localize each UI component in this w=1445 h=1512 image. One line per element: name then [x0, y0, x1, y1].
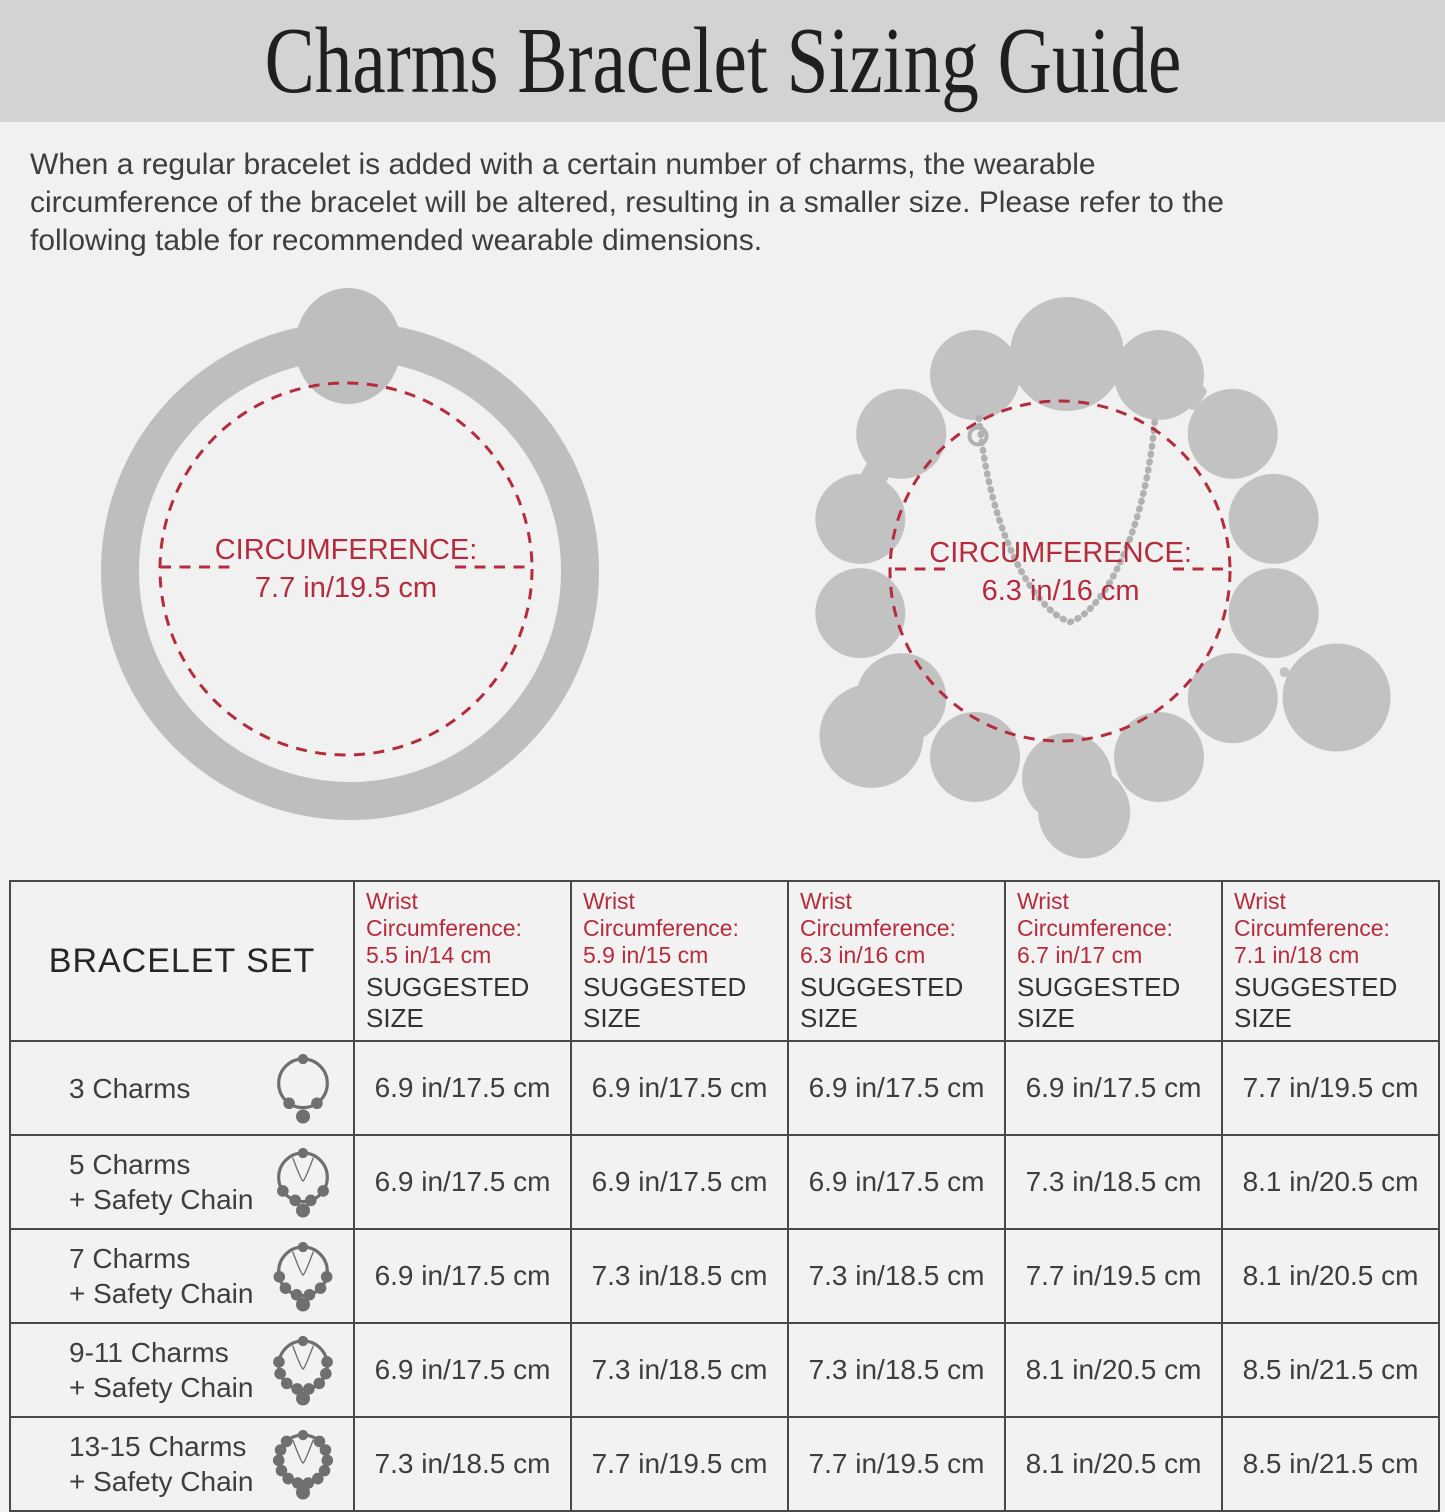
- charm-bracelet-circumference: [929, 534, 1192, 610]
- size-cell: 8.1 in/20.5 cm: [1222, 1229, 1439, 1323]
- table-row-5-charms: [10, 1135, 1439, 1229]
- table-header-row: [10, 881, 1439, 1041]
- col-header-1: [354, 881, 571, 1041]
- intro-text: [30, 146, 1415, 260]
- size-cell: 8.1 in/20.5 cm: [1222, 1135, 1439, 1229]
- title-banner: [0, 0, 1445, 122]
- size-cell: 6.9 in/17.5 cm: [354, 1229, 571, 1323]
- size-cell: 7.7 in/19.5 cm: [571, 1417, 788, 1511]
- size-cell: 6.9 in/17.5 cm: [571, 1135, 788, 1229]
- bracelet-set-cell: [10, 1323, 354, 1417]
- diagram-area: [0, 278, 1445, 863]
- bracelet-set-cell: [10, 1229, 354, 1323]
- size-cell: 7.3 in/18.5 cm: [354, 1417, 571, 1511]
- page-title: Charms Bracelet Sizing Guide: [264, 9, 1181, 113]
- size-cell: 8.5 in/21.5 cm: [1222, 1323, 1439, 1417]
- suggested-size-label: SUGGESTED SIZE: [1234, 972, 1398, 1033]
- wrist-label: Wrist Circumference:: [1017, 888, 1173, 941]
- size-cell: 7.3 in/18.5 cm: [1005, 1135, 1222, 1229]
- size-cell: 7.3 in/18.5 cm: [788, 1323, 1005, 1417]
- bracelet-5-charms-icon: [267, 1139, 339, 1225]
- sizing-table: [9, 880, 1440, 1512]
- table-row-7-charms: [10, 1229, 1439, 1323]
- circumference-value: 6.3 in/16 cm: [981, 574, 1140, 607]
- wrist-size: 6.7 in/17 cm: [1017, 942, 1143, 968]
- size-cell: 8.1 in/20.5 cm: [1005, 1417, 1222, 1511]
- size-cell: 6.9 in/17.5 cm: [354, 1135, 571, 1229]
- size-cell: 7.7 in/19.5 cm: [1222, 1041, 1439, 1135]
- bracelet-set-cell: [10, 1417, 354, 1511]
- wrist-label: Wrist Circumference:: [800, 888, 956, 941]
- bracelet-set-cell: [10, 1135, 354, 1229]
- size-cell: 6.9 in/17.5 cm: [571, 1041, 788, 1135]
- col-header-5: [1222, 881, 1439, 1041]
- wrist-label: Wrist Circumference:: [583, 888, 739, 941]
- circumference-label: CIRCUMFERENCE:: [214, 534, 478, 567]
- size-cell: 6.9 in/17.5 cm: [788, 1135, 1005, 1229]
- size-cell: 6.9 in/17.5 cm: [788, 1041, 1005, 1135]
- size-cell: 6.9 in/17.5 cm: [354, 1041, 571, 1135]
- table-row-9-11-charms: [10, 1323, 1439, 1417]
- bracelet-13-15-charms-icon: [267, 1421, 339, 1507]
- size-cell: 7.3 in/18.5 cm: [571, 1323, 788, 1417]
- col-header-2: [571, 881, 788, 1041]
- wrist-label: Wrist Circumference:: [1234, 888, 1390, 941]
- wrist-size: 6.3 in/16 cm: [800, 942, 926, 968]
- wrist-size: 7.1 in/18 cm: [1234, 942, 1360, 968]
- bracelet-3-charms-icon: [267, 1045, 339, 1131]
- set-label: 9-11 Charms: [69, 1337, 229, 1368]
- bracelet-set-cell: [10, 1041, 354, 1135]
- table-row-13-15-charms: [10, 1417, 1439, 1511]
- set-label: 3 Charms: [69, 1072, 191, 1104]
- set-sublabel: + Safety Chain: [69, 1184, 254, 1215]
- set-label: 13-15 Charms: [69, 1431, 247, 1462]
- intro-line-1: When a regular bracelet is added with a certain number of charms, the wearable: [30, 148, 1096, 181]
- set-label: 7 Charms: [69, 1243, 191, 1274]
- circumference-label: CIRCUMFERENCE:: [929, 536, 1192, 569]
- charm-bracelet-diagram: [735, 278, 1405, 863]
- size-cell: 7.3 in/18.5 cm: [788, 1229, 1005, 1323]
- col-header-4: [1005, 881, 1222, 1041]
- size-cell: 8.1 in/20.5 cm: [1005, 1323, 1222, 1417]
- size-cell: 6.9 in/17.5 cm: [1005, 1041, 1222, 1135]
- size-cell: 7.3 in/18.5 cm: [571, 1229, 788, 1323]
- suggested-size-label: SUGGESTED SIZE: [800, 972, 964, 1033]
- suggested-size-label: SUGGESTED SIZE: [366, 972, 530, 1033]
- set-sublabel: + Safety Chain: [69, 1466, 254, 1497]
- size-cell: 8.5 in/21.5 cm: [1222, 1417, 1439, 1511]
- circumference-value: 7.7 in/19.5 cm: [254, 572, 438, 605]
- intro-line-3: following table for recommended wearable dimensions.: [30, 224, 763, 257]
- size-cell: 7.7 in/19.5 cm: [788, 1417, 1005, 1511]
- wrist-size: 5.5 in/14 cm: [366, 942, 492, 968]
- bracelet-7-charms-icon: [267, 1233, 339, 1319]
- col-header-3: [788, 881, 1005, 1041]
- plain-bracelet-diagram: [55, 286, 655, 866]
- size-cell: 7.7 in/19.5 cm: [1005, 1229, 1222, 1323]
- suggested-size-label: SUGGESTED SIZE: [1017, 972, 1181, 1033]
- set-sublabel: + Safety Chain: [69, 1372, 254, 1403]
- wrist-size: 5.9 in/15 cm: [583, 942, 709, 968]
- suggested-size-label: SUGGESTED SIZE: [583, 972, 747, 1033]
- wrist-label: Wrist Circumference:: [366, 888, 522, 941]
- size-cell: 6.9 in/17.5 cm: [354, 1323, 571, 1417]
- plain-bracelet-circumference: [215, 531, 478, 607]
- table-row-3-charms: [10, 1041, 1439, 1135]
- intro-line-2: circumference of the bracelet will be altered, resulting in a smaller size. Please refer to the: [30, 186, 1224, 219]
- bracelet-set-header: BRACELET SET: [10, 881, 354, 1041]
- set-sublabel: + Safety Chain: [69, 1278, 254, 1309]
- set-label: 5 Charms: [69, 1149, 191, 1180]
- bracelet-9-11-charms-icon: [267, 1327, 339, 1413]
